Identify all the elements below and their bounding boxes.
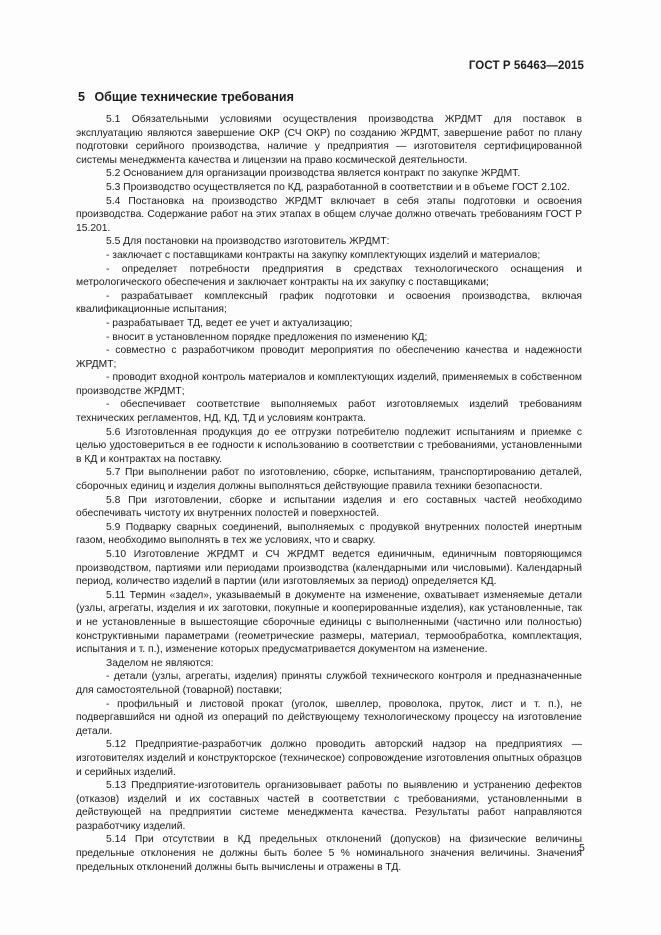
list-item: - разрабатывает ТД, ведет ее учет и актуализацию; bbox=[106, 317, 353, 329]
paragraph-5-1: 5.1 Обязательными условиями осуществления производства ЖРДМТ для поставок в эксплуатацию являются завершение ОКР (СЧ ОКР) по созданию ЖРДМТ, завершение работ по плану подготовки серийного производства, наличие у предприятия — изготовителя сертифицированной системы менеджмента качества и лицензии на право космической деятельности. bbox=[76, 114, 582, 166]
list-item: - совместно с разработчиком проводит мероприятия по обеспечению качества и надежности ЖРДМТ; bbox=[76, 345, 582, 370]
section-title: Общие технические требования bbox=[94, 90, 294, 104]
list-item: - разрабатывает комплексный график подготовки и освоения производства, включая квалификационные испытания; bbox=[76, 290, 582, 316]
paragraph-5-9: 5.9 Подварку сварных соединений, выполняемых с продувкой внутренних полостей инертным газом, необходимо выполнять в тех же условиях, что и сварку. bbox=[76, 521, 582, 547]
list-item: - определяет потребности предприятия в средствах технологического оснащения и метрологического обеспечения и заключает контракты на их закупку с поставщиками; bbox=[76, 263, 582, 289]
list-item: - проводит входной контроль материалов и комплектующих изделий, применяемых в собственном производстве ЖРДМТ; bbox=[76, 372, 582, 397]
list-item: - обеспечивает соответствие выполняемых работ изготовляемых изделий требованиям технических регламентов, НД, КД, ТД и условиям контракта. bbox=[76, 399, 582, 425]
paragraph-5-7: 5.7 При выполнении работ по изготовлению, сборке, испытаниям, транспортированию деталей, сборочных единиц и изделия должны выполняться действующие правила техники безопасности. bbox=[76, 467, 582, 493]
paragraph-5-3: 5.3 Производство осуществляется по КД, разработанной в соответствии и в объеме ГОСТ 2.102. bbox=[106, 181, 570, 193]
list-item: - профильный и листовой прокат (уголок, швеллер, проволока, пруток, лист и т. п.), не подвергавшийся ни одной из операций по действующему технологическому процессу на изготовление детали. bbox=[76, 698, 582, 737]
paragraph-5-2: 5.2 Основанием для организации производства является контракт по закупке ЖРДМТ. bbox=[106, 168, 521, 180]
paragraph-5-6: 5.6 Изготовленная продукция до ее отгрузки потребителю подлежит испытаниям и приемке с целью удостовериться в ее годности к использованию в соответствии с требованиями, установленными в КД и контрактах на поставку. bbox=[76, 426, 582, 465]
list-item: - детали (узлы, агрегаты, изделия) приняты службой технического контроля и предназначенные для самостоятельной (товарной) поставки; bbox=[76, 671, 582, 696]
paragraph-5-4: 5.4 Постановка на производство ЖРДМТ включает в себя этапы подготовки и освоения производства. Содержание работ на этих этапах в общем случае должно отвечать требованиям ГОСТ Р 15.201. bbox=[76, 195, 582, 234]
paragraph-5-14: 5.14 При отсутствии в КД предельных отклонений (допусков) на физические величины предельные отклонения не должны быть более 5 % номинального значения величины. Значения предельных отклонений должны быть вычислены и отражены в ТД. bbox=[76, 834, 582, 873]
paragraph-5-11: 5.11 Термин «задел», указываемый в документе на изменение, охватывает изменяемые детали (узлы, агрегаты, изделия и их заготовки, покупные и кооперированные изделия), как установленные, так и не установленные в вышестоящие сборочные единицы с выполненными (частично или полностью) конструктивными параметрами (геометрические размеры, материал, термообработка, комплектация, испытания и т. п.), изменение которых предусматривается документом на изменение. bbox=[76, 589, 582, 656]
standard-number: ГОСТ Р 56463—2015 bbox=[468, 60, 584, 72]
paragraph-not-reserve: Заделом не являются: bbox=[106, 657, 214, 669]
paragraph-5-10: 5.10 Изготовление ЖРДМТ и СЧ ЖРДМТ ведется единичным, единичным повторяющимся производством, партиями или периодами производства (календарными или числовыми). Календарный период, количество изделий в партии (или изготовляемых за период) определяется КД. bbox=[76, 549, 582, 588]
list-item: - вносит в установленном порядке предложения по изменению КД; bbox=[106, 331, 428, 343]
page-number: 5 bbox=[579, 842, 585, 854]
paragraph-5-5: 5.5 Для постановки на производство изготовитель ЖРДМТ: bbox=[106, 236, 390, 248]
section-body bbox=[76, 113, 582, 874]
section-heading bbox=[78, 90, 294, 104]
paragraph-5-8: 5.8 При изготовлении, сборке и испытании изделия и его составных частей необходимо обеспечивать чистоту их внутренних полостей и поверхностей. bbox=[76, 494, 582, 520]
paragraph-5-12: 5.12 Предприятие-разработчик должно проводить авторский надзор на предприятиях — изготовителях изделий и конструкторское (техническое) сопровождение изготовления опытных образцов и серийных изделий. bbox=[76, 739, 582, 778]
section-number: 5 bbox=[78, 90, 85, 104]
list-item: - заключает с поставщиками контракты на закупку комплектующих изделий и материалов; bbox=[106, 249, 541, 261]
paragraph-5-13: 5.13 Предприятие-изготовитель организовывает работы по выявлению и устранению дефектов (отказов) изделий и их составных частей в соответствии с требованиями, установленными в действующей на предприятии системе менеджмента качества. Результаты работ направляются разработчику изделий. bbox=[76, 780, 582, 832]
